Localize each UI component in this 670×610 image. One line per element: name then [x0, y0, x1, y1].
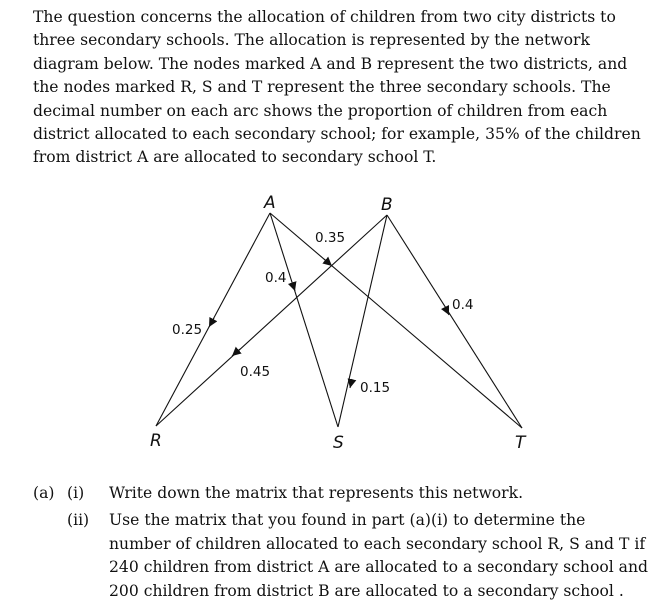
item-number: (i): [67, 484, 85, 502]
arrow-B-R: [232, 349, 240, 356]
intro-line: from district A are allocated to secondary school T.: [33, 148, 437, 167]
node-R-label: R: [150, 431, 162, 451]
arc-weight-A-R: 0.25: [172, 322, 203, 338]
arc-weight-B-R: 0.45: [240, 364, 271, 380]
intro-line: district allocated to each secondary school; for example, 35% of the children: [33, 125, 641, 144]
arc-weight-B-S: 0.15: [360, 380, 391, 396]
item-text-line: 200 children from district B are allocated to a secondary school .: [109, 581, 624, 600]
question-parts: [33, 482, 663, 603]
arc-weight-A-S: 0.4: [265, 270, 287, 286]
item-text-line: 240 children from district A are allocated to a secondary school and: [109, 558, 648, 577]
arrow-A-R: [209, 318, 214, 327]
item-text-line: number of children allocated to each secondary school R, S and T if: [109, 534, 646, 553]
node-A-label: A: [264, 193, 276, 213]
node-B-label: B: [381, 195, 393, 215]
item-text-line: Write down the matrix that represents this network.: [109, 484, 524, 502]
arrow-A-S: [292, 282, 295, 291]
item-text: [109, 509, 663, 603]
arc-A-T: [270, 213, 522, 428]
question-item: [33, 509, 663, 603]
intro-line: the nodes marked R, S and T represent the three secondary schools. The: [33, 78, 611, 97]
arc-weight-A-T: 0.35: [315, 230, 346, 246]
arrow-B-S: [350, 379, 352, 388]
arrow-A-T: [324, 259, 332, 266]
node-S-label: S: [333, 433, 344, 453]
node-T-label: T: [515, 433, 526, 453]
intro-line: The question concerns the allocation of children from two city districts to: [33, 8, 616, 26]
question-item: [33, 482, 663, 505]
arc-B-T: [387, 215, 522, 428]
intro-line: diagram below. The nodes marked A and B represent the two districts, and: [33, 54, 628, 73]
intro-line: decimal number on each arc shows the proportion of children from each: [33, 101, 608, 120]
part-label: (a): [33, 484, 55, 502]
item-text-line: Use the matrix that you found in part (a)(i) to determine the: [109, 511, 586, 530]
arc-B-R: [156, 215, 387, 426]
intro-line: three secondary schools. The allocation is represented by the network: [33, 31, 590, 50]
item-text: [109, 482, 663, 505]
arc-weight-B-T: 0.4: [452, 297, 474, 313]
item-number: (ii): [67, 511, 90, 530]
